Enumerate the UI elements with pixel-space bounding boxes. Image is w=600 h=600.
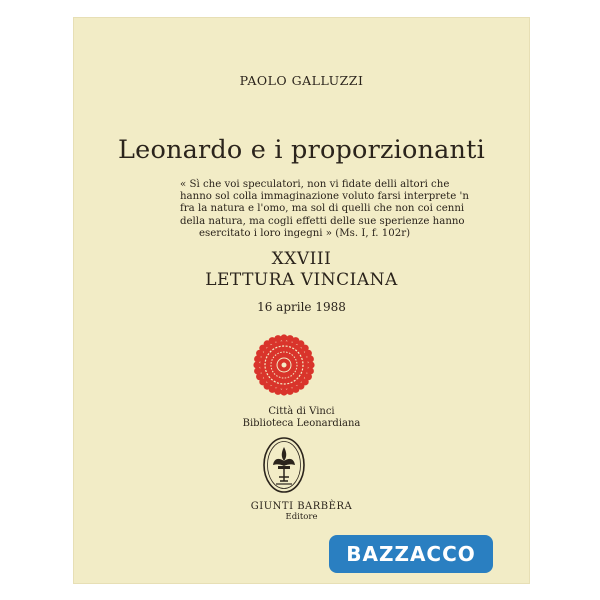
quote-line: « Sì che voi speculatori, non vi fidate delli altori che bbox=[180, 179, 450, 190]
quote-line: fra la natura e l'omo, ma sol di quelli che non coi cenni bbox=[180, 203, 465, 215]
book-title: Leonardo e i proporzionanti bbox=[118, 135, 485, 165]
lecture-date: 16 aprile 1988 bbox=[257, 300, 346, 314]
author-name: PAOLO GALLUZZI bbox=[239, 73, 364, 88]
seller-badge: BAZZACCO bbox=[329, 535, 493, 573]
city-line: Città di Vinci bbox=[268, 406, 335, 417]
city-library bbox=[73, 406, 530, 429]
red-knot-emblem-icon bbox=[252, 333, 316, 397]
series-name: LETTURA VINCIANA bbox=[205, 270, 398, 290]
epigraph-quote bbox=[180, 179, 469, 240]
lily-crest-icon bbox=[261, 435, 307, 495]
quote-line: hanno sol colla immaginazione voluto farsi interprete 'n bbox=[180, 191, 469, 203]
publisher-name: GIUNTI BARBÈRA bbox=[250, 501, 353, 512]
quote-line: della natura, ma cogli effetti delle sue sperienze hanno bbox=[180, 215, 465, 227]
emblem-petal bbox=[307, 355, 314, 362]
library-line: Biblioteca Leonardiana bbox=[242, 417, 361, 429]
publisher-subtitle: Editore bbox=[285, 512, 318, 522]
book-cover bbox=[73, 17, 530, 584]
series-number: XXVIII bbox=[271, 249, 332, 269]
quote-line: esercitato i loro ingegni » (Ms. I, f. 102r) bbox=[198, 227, 411, 239]
